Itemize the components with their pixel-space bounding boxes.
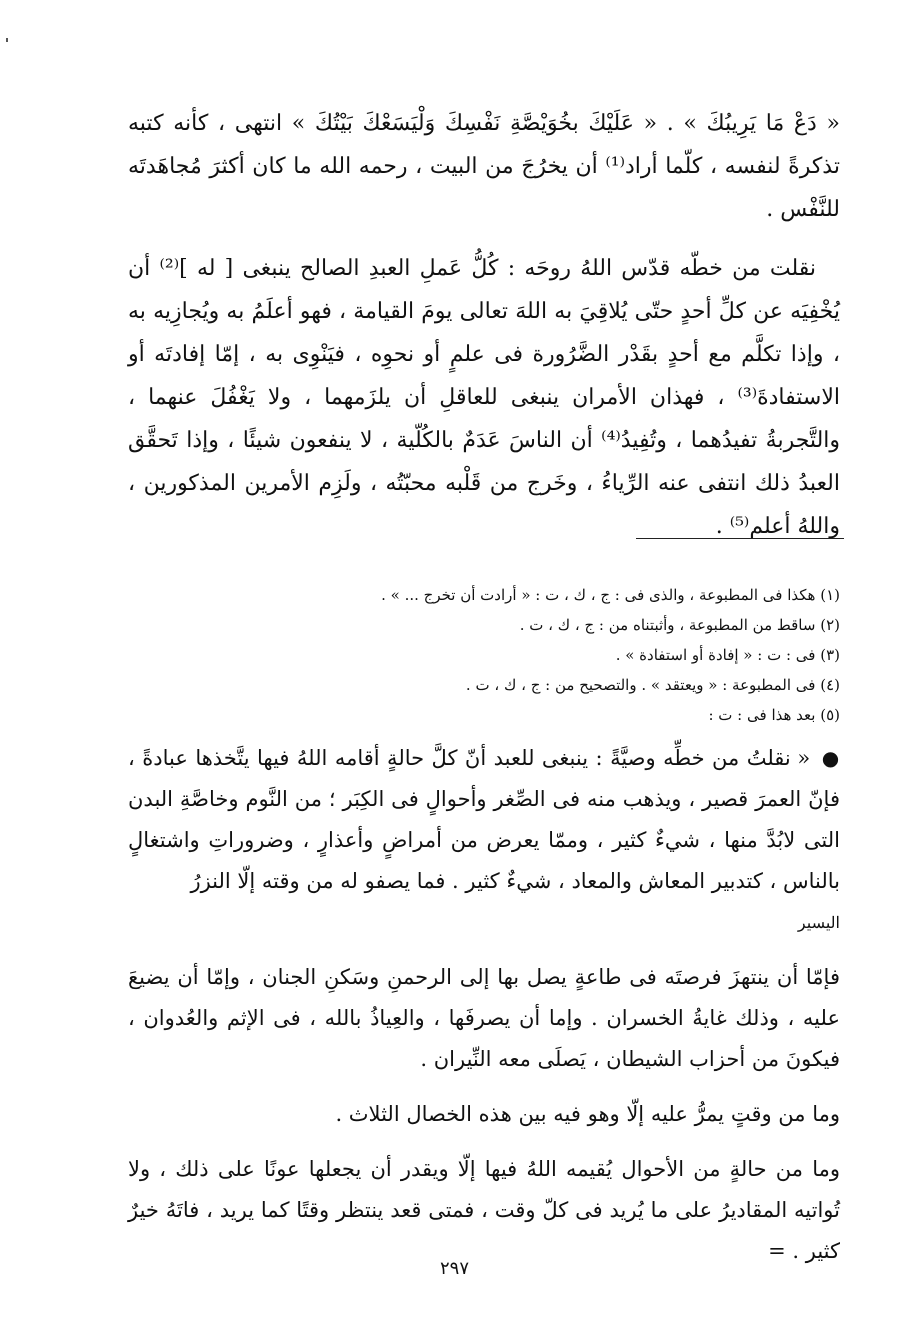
footnote: (٢) ساقط من المطبوعة ، وأثبتناه من : ج ، ك ، ت . [519, 616, 840, 634]
footnote: (٤) فى المطبوعة : « ويعتقد » . والتصحيح من : ج ، ك ، ت . [465, 676, 840, 694]
section-paragraph: وما من وقتٍ يمرُّ عليه إلّا وهو فيه بين هذه الخصال الثلاث . [335, 1102, 840, 1126]
main-paragraph: « دَعْ مَا يَرِيبُكَ » . « عَلَيْكَ بخُوَيْصَّةِ نَفْسِكَ وَلْيَسَعْكَ بَيْتُكَ » انتهى ، كأنه كتبه تذكرةً لنفسه ، كلّما أراد⁽¹⁾ أن يخرُجَ من البيت ، رحمه الله ما كان أكثرَ مُجاهَدتَه للنَّفْس . [128, 111, 840, 222]
section-opening-tail: اليسير [797, 913, 840, 932]
footnote: (٥) بعد هذا فى : ت : [708, 706, 840, 724]
scan-edge-mark [6, 38, 8, 42]
quoted-section [128, 738, 840, 1272]
bullet-icon: ● [821, 746, 840, 770]
main-paragraph: نقلت من خطّه قدّس اللهُ روحَه : كُلُّ عَملِ العبدِ الصالح ينبغى [ له ]⁽²⁾ أن يُخْفِيَه عن كلِّ أحدٍ حتّى يُلاقِيَ به اللهَ تعالى يومَ القيامة ، فهو أعلَمُ به ويُجازِيه به ، وإذا تكلَّم مع أحدٍ بقَدْر الضَّرُورة فى علمٍ أو نحوِه ، فيَنْوِى به ، إمّا إفادتَه أو الاستفادةَ⁽³⁾ ، فهذان الأمران ينبغى للعاقلِ أن يلزَمهما ، ولا يَغْفُلَ عنهما ، والتَّجربةُ تفيدُهما ، وتُفِيدُ⁽⁴⁾ أن الناسَ عَدَمٌ بالكُلّية ، لا ينفعون شيئًا ، وإذا تَحقَّق العبدُ ذلك انتفى عنه الرِّياءُ ، وخَرج من قَلْبه محبّتُه ، ولَزِم الأمرين المذكورين ، واللهُ أعلم⁽⁵⁾ . [128, 256, 841, 539]
section-paragraph: فإمّا أن ينتهزَ فرصتَه فى طاعةٍ يصل بها إلى الرحمنِ وسَكنِ الجنان ، وإمّا أن يضيعَ عليه ، وذلك غايةُ الخسران . وإما أن يصرفَها ، والعِياذُ بالله ، فى الإثم والعُدوان ، فيكونَ من أحزاب الشيطان ، يَصلَى معه النِّيران . [128, 965, 840, 1071]
page-number: ٢٩٧ [439, 1258, 469, 1279]
footnote: (٣) فى : ت : « إفادة أو استفادة » . [615, 646, 840, 664]
section-paragraph: وما من حالةٍ من الأحوال يُقيمه اللهُ فيها إلّا ويقدر أن يجعلها عونًا على ذلك ، ولا تُواتيه المقاديرُ على ما يُريد فى كلّ وقت ، فمتى قعد ينتظر وقتًا كما يريد ، فاتَهُ خيرٌ كثير . = [128, 1157, 840, 1263]
main-text [128, 102, 840, 548]
footnote: (١) هكذا فى المطبوعة ، والذى فى : ج ، ك ، ت : « أرادت أن تخرج ... » . [381, 586, 840, 604]
footnotes [128, 580, 840, 730]
section-opening [128, 738, 840, 902]
section-opening-text: « نقلتُ من خطِّه وصيَّةً : ينبغى للعبد أنّ كلَّ حالةٍ أقامه اللهُ فيها يتَّخذها عبادةً ، فإنّ العمرَ قصير ، ويذهب منه فى الصِّغر وأحوالٍ فى الكِبَر ؛ من النَّوم وخاصَّةِ البدن التى لابُدَّ منها ، شيءٌ كثير ، وممّا يعرض من أمراضٍ وأعذارٍ ، وضروراتِ واشتغالٍ بالناس ، كتدبير المعاش والمعاد ، شيءٌ كثير . فما يصفو له من وقته إلّا النزرُ [128, 746, 840, 893]
footnote-separator [636, 538, 844, 539]
